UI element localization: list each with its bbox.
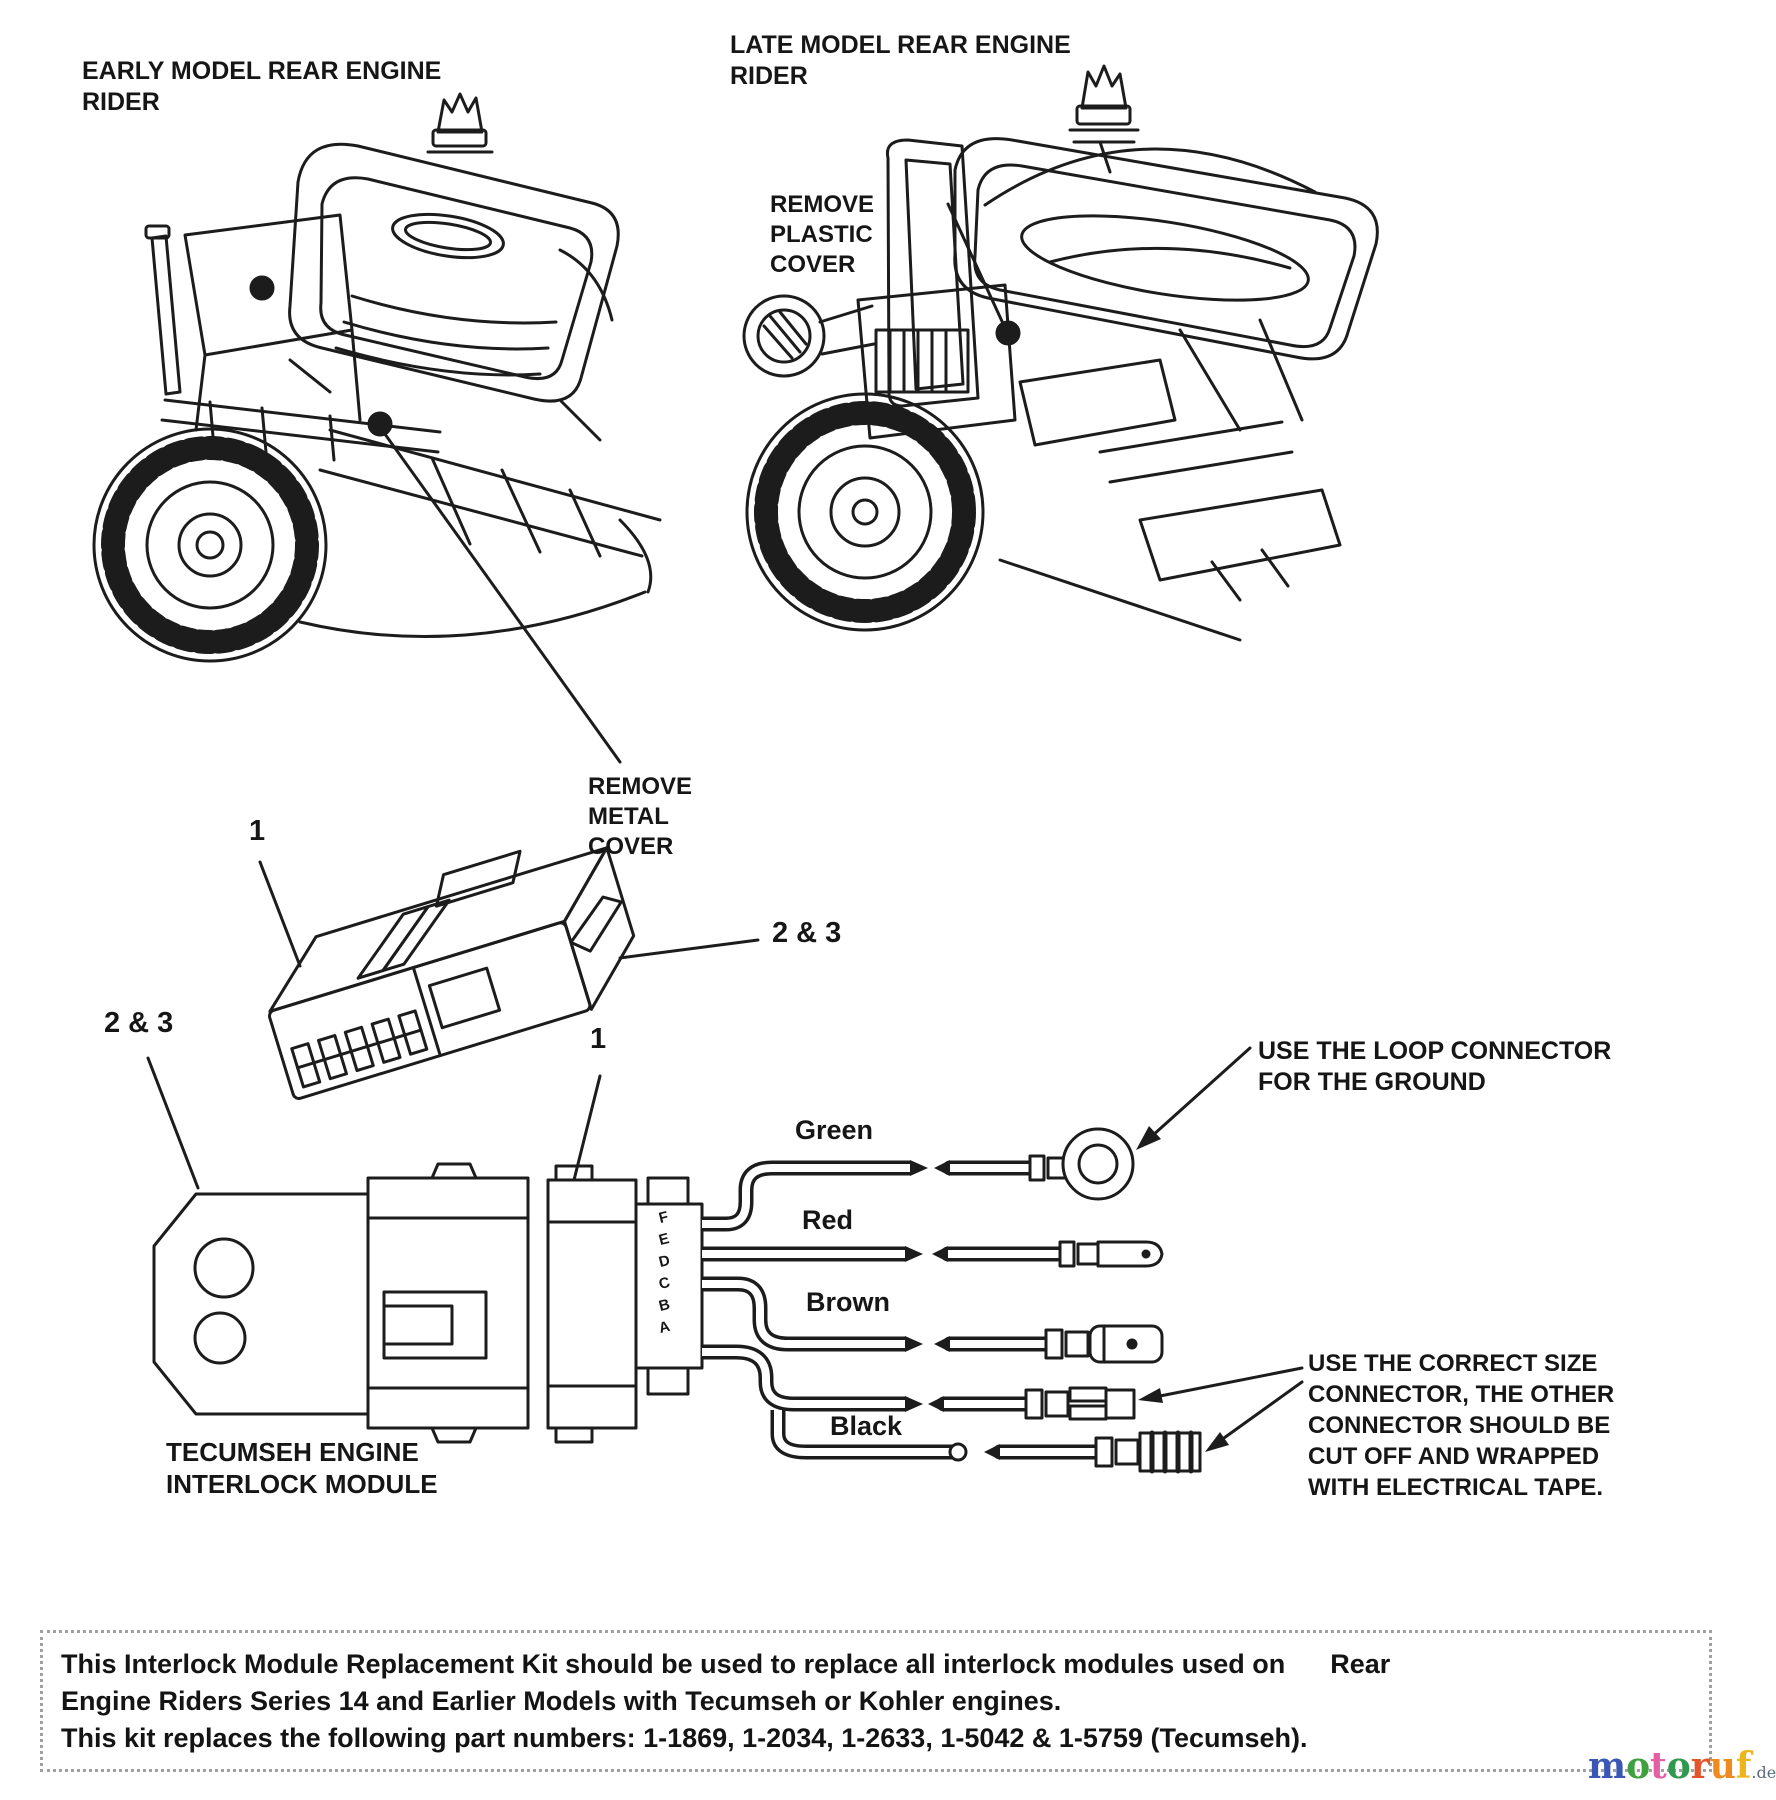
pin-letter-a: A (657, 1317, 672, 1338)
pin-letter-b: B (657, 1295, 672, 1316)
double-tab-connector-drawing (928, 1388, 1134, 1419)
callout-1-top-leader (260, 862, 300, 966)
spade-connector-drawing (932, 1242, 1162, 1266)
replacement-kit-note-text: This Interlock Module Replacement Kit should be used to replace all interlock modules used on Rear Engine Riders Series 14 and Earlier Models with Tecumseh or Kohler engines. This kit replaces the following part numbers: 1-1869, 1-2034, 1-2633, 1-5042 & 1-5759 (Tecumseh). (61, 1649, 1391, 1753)
loop-connector-drawing (934, 1129, 1133, 1199)
plastic-cover-target-dot (997, 322, 1019, 344)
remove-plastic-cover-label: REMOVE PLASTIC COVER (770, 191, 875, 278)
callout-1-mid: 1 (590, 1023, 607, 1055)
pin-letter-c: C (657, 1273, 672, 1294)
remove-metal-cover-label: REMOVE METAL COVER (588, 773, 693, 860)
late-model-title: LATE MODEL REAR ENGINE RIDER (730, 31, 1071, 90)
late-model-rider-drawing (744, 66, 1377, 640)
logo-letter: r (1690, 1745, 1710, 1787)
pigtail-connectors-drawing (928, 1129, 1200, 1471)
logo-letter: o (1666, 1745, 1691, 1787)
wire-label-black: Black (830, 1411, 903, 1441)
connector-pin-letters (657, 1208, 672, 1338)
barrel-connector-drawing (934, 1326, 1162, 1362)
callout-2-3-left: 2 & 3 (104, 1007, 174, 1039)
logo-letter: f (1735, 1745, 1752, 1787)
early-model-rider-drawing (94, 94, 660, 661)
interlock-module-iso-drawing (245, 827, 651, 1100)
striped-connector-drawing (984, 1433, 1200, 1471)
remove-metal-cover-leader (382, 430, 620, 762)
wire-label-green: Green (795, 1115, 874, 1145)
callout-1-top: 1 (249, 815, 266, 847)
correct-size-arrow-lower (1224, 1382, 1302, 1438)
logo-letter: o (1626, 1745, 1651, 1787)
tecumseh-module-label: TECUMSEH ENGINE INTERLOCK MODULE (166, 1437, 438, 1500)
motoruf-watermark-logo (1588, 1745, 1776, 1787)
wire-label-brown: Brown (806, 1287, 890, 1317)
callout-1-mid-leader (574, 1076, 600, 1180)
green-wire-tip (910, 1160, 928, 1176)
logo-letter: t (1650, 1745, 1667, 1787)
module-connector-assembly-drawing (154, 1164, 702, 1442)
replacement-kit-note-box (40, 1630, 1712, 1772)
callout-23-left-leader (148, 1058, 198, 1188)
metal-cover-target-dot (369, 413, 391, 435)
logo-letter: u (1709, 1745, 1736, 1787)
callout-2-3-right: 2 & 3 (772, 917, 842, 949)
pin-letter-d: D (657, 1251, 672, 1272)
pin-letter-f: F (657, 1208, 671, 1228)
correct-size-arrow-upper (1160, 1368, 1302, 1396)
callout-23-right-leader (620, 940, 758, 958)
loop-connector-arrow (1152, 1048, 1250, 1136)
wire-label-red: Red (802, 1205, 854, 1235)
logo-suffix: .de (1751, 1763, 1776, 1782)
correct-size-connector-note: USE THE CORRECT SIZE CONNECTOR, THE OTHER CONNECTOR SHOULD BE CUT OFF AND WRAPPED WITH ELECTRICAL TAPE. (1308, 1350, 1615, 1501)
logo-letter: m (1588, 1745, 1627, 1787)
early-model-title: EARLY MODEL REAR ENGINE RIDER (82, 57, 442, 116)
loop-connector-note: USE THE LOOP CONNECTOR FOR THE GROUND (1258, 1037, 1612, 1096)
pin-letter-e: E (657, 1230, 671, 1250)
